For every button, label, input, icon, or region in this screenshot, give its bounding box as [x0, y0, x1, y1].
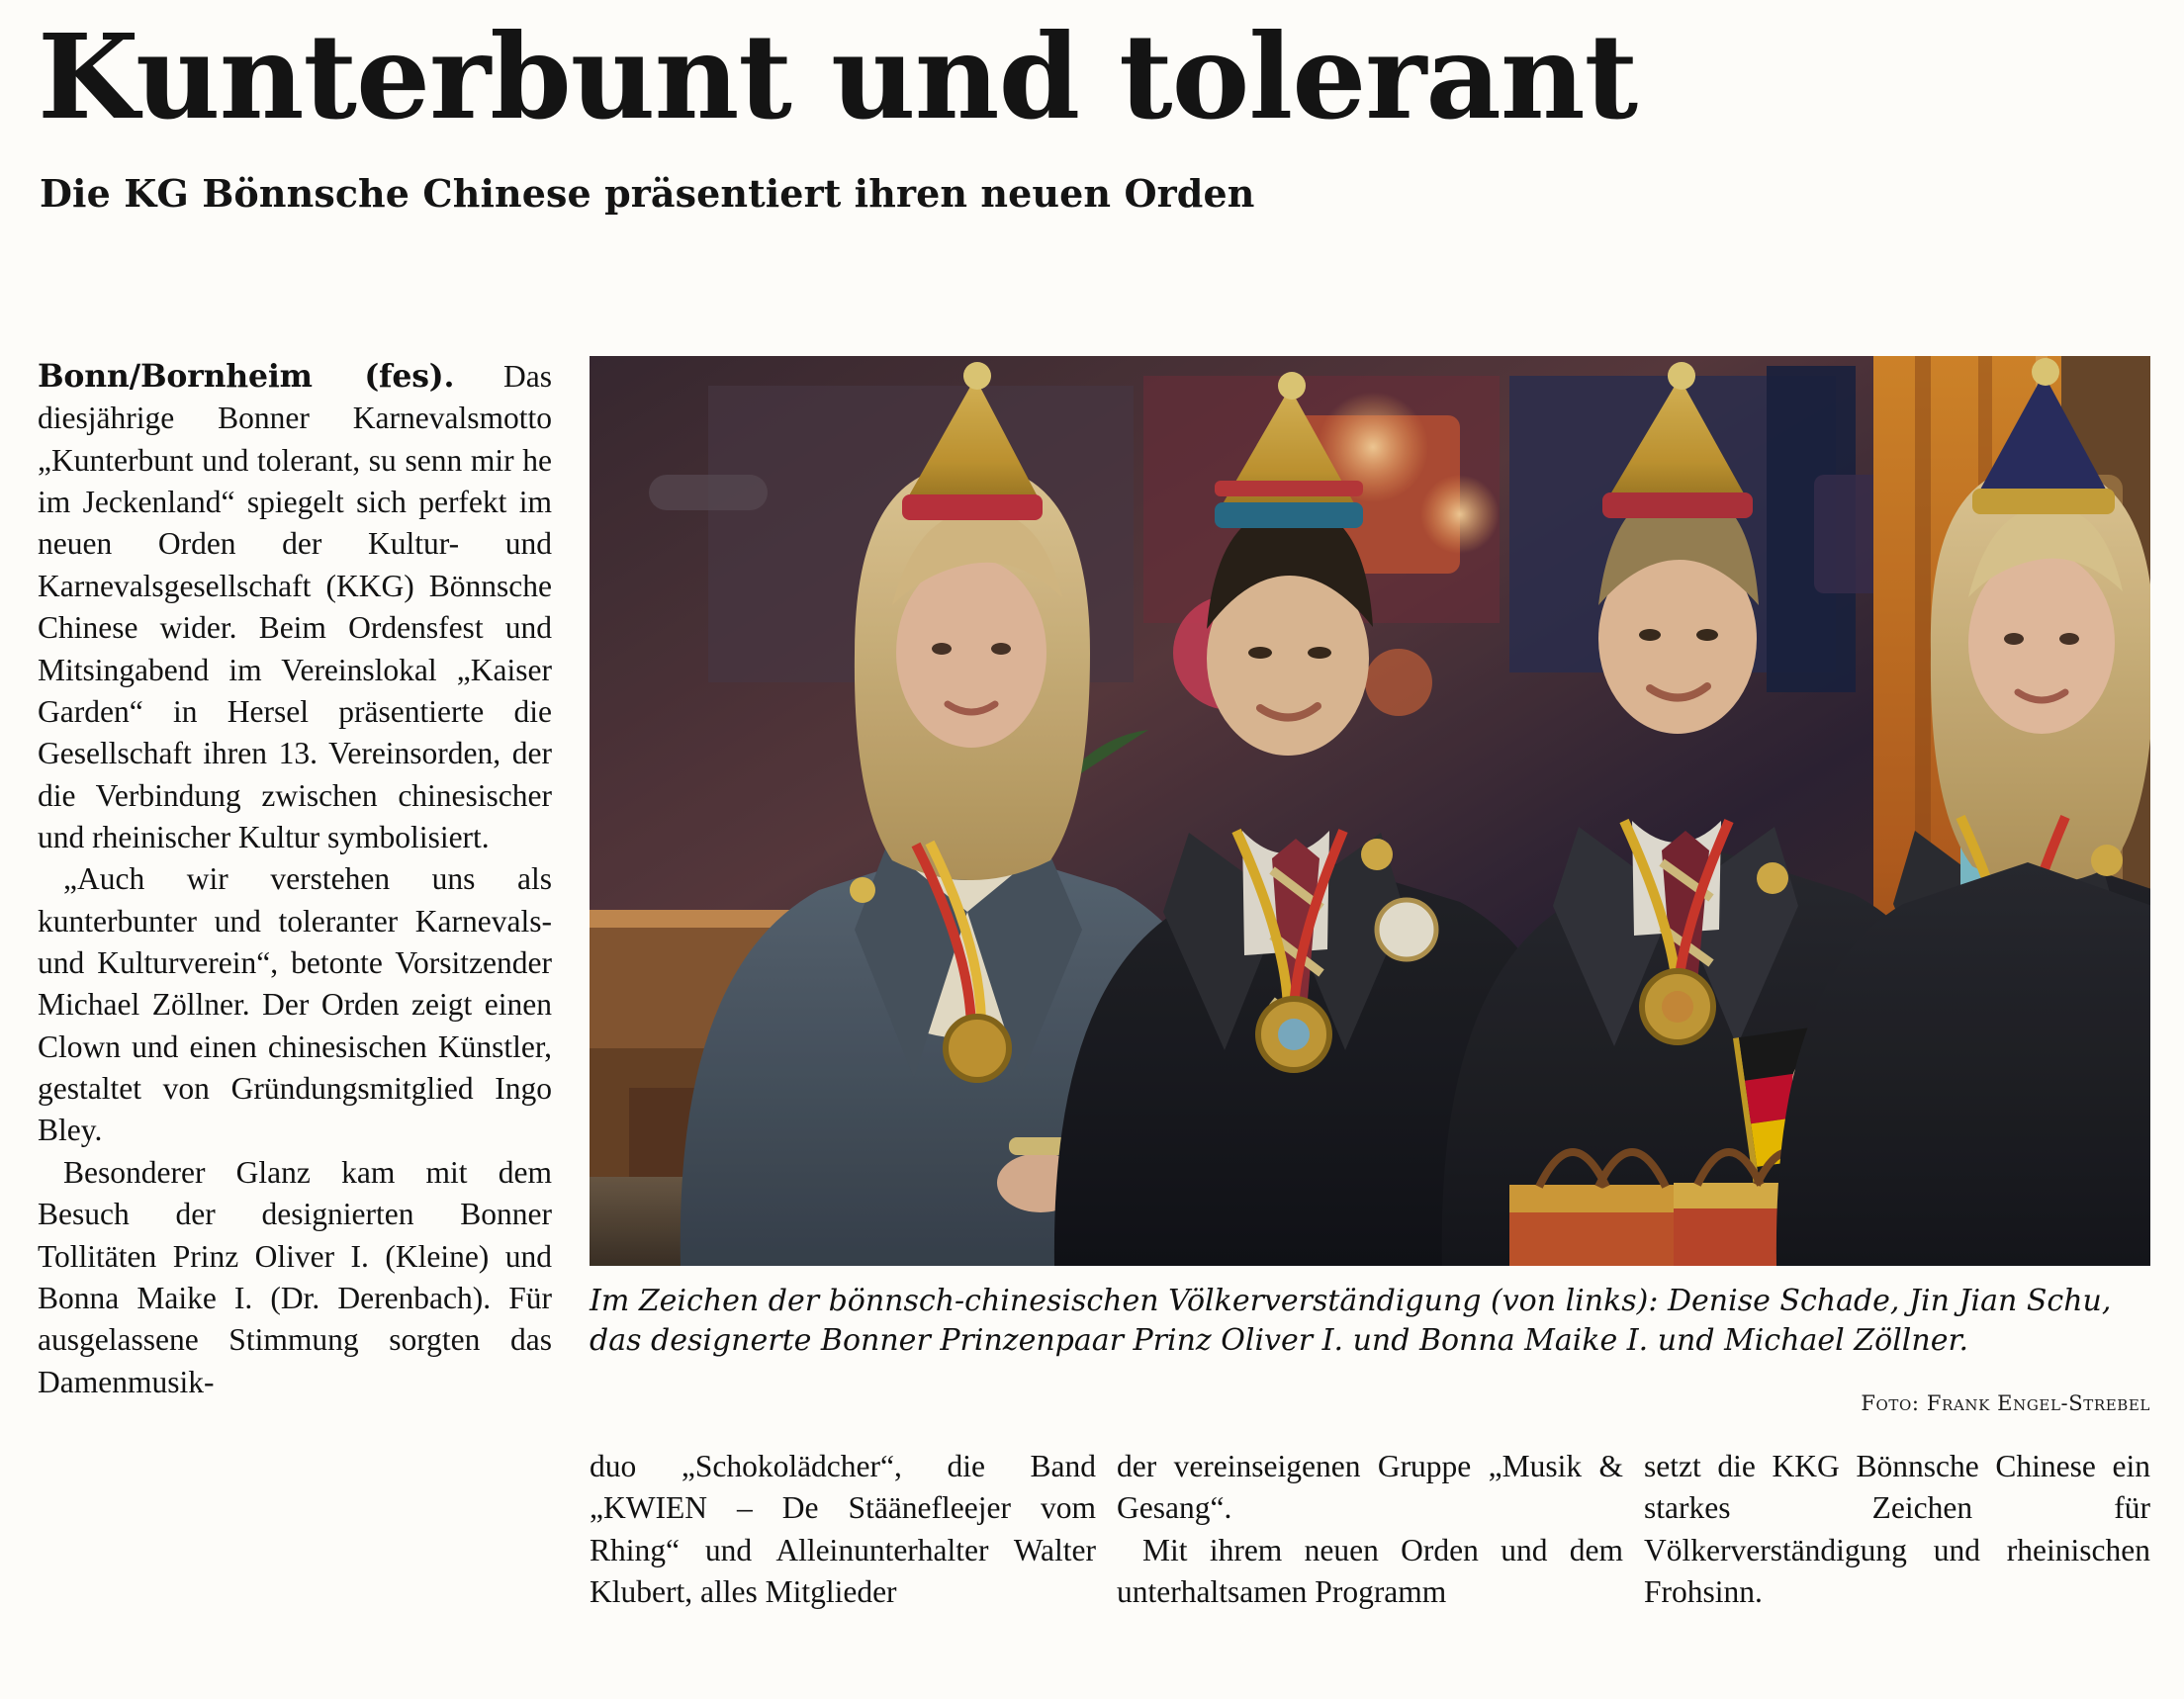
lede-paragraph-1	[38, 356, 552, 858]
lower-column-1	[590, 1446, 1096, 1613]
lede-paragraph-1-text: Das diesjährige Bonner Karnevalsmotto „Kunterbunt und tolerant, su senn mir he im Jeckenland“ spiegelt sich perfekt im neuen Orden der Kultur- und Karnevalsgesellschaft (KKG) Bönnsche Chinese wider. Beim Ordensfest und Mitsingabend im Vereinslokal „Kaiser Garden“ in Hersel präsentierte die Gesellschaft ihren 13. Vereinsorden, der die Verbindung zwischen chinesischer und rheinischer Kultur symbolisiert.	[38, 359, 553, 854]
photo-caption: Im Zeichen der bönnsch-chinesischen Völkerverständigung (von links): Denise Schade, Jin Jian Schu, das designerte Bonner Prinzenpaar Prinz Oliver I. und Bonna Maike I. und Michael Zöllner.	[590, 1284, 2112, 1358]
lower-paragraph-4: setzt die KKG Bönnsche Chinese ein starkes Zeichen für Völkerverständigung und rheinischen Frohsinn.	[1644, 1449, 2150, 1610]
page-title: Kunterbunt und tolerant	[38, 8, 1638, 145]
lede-paragraph-3: Besonderer Glanz kam mit dem Besuch der designierten Bonner Tollitäten Prinz Oliver I. (Kleine) und Bonna Maike I. (Dr. Derenbach). Für ausgelassene Stimmung sorgten das Damenmusik-	[38, 1154, 552, 1399]
page-inner	[36, 8, 2152, 1685]
photo-illustration	[590, 356, 2150, 1266]
lower-paragraph-2: der vereinseigenen Gruppe „Musik & Gesang“.	[1117, 1449, 1623, 1526]
lede-paragraph-2: „Auch wir verstehen uns als kunterbunter und toleranter Karnevals- und Kulturverein“, betonte Vorsitzender Michael Zöllner. Der Orden zeigt einen Clown und einen chinesischen Künstler, gestaltet von Gründungsmitglied Ingo Bley.	[38, 861, 552, 1148]
dateline: Bonn/Bornheim (fes).	[38, 358, 455, 395]
lede-column	[38, 356, 552, 1403]
article-photo	[590, 356, 2150, 1266]
article-subhead: Die KG Bönnsche Chinese präsentiert ihren neuen Orden	[40, 171, 1255, 217]
lower-columns	[590, 1446, 2150, 1693]
lower-column-2	[1117, 1446, 1623, 1613]
lower-paragraph-1: duo „Schokolädcher“, die Band „KWIEN – De Stäänefleejer vom Rhing“ und Alleinunterhalter Walter Klubert, alles Mitglieder	[590, 1449, 1096, 1610]
lower-column-3	[1644, 1446, 2150, 1613]
photo-credit-label: Foto:	[1861, 1391, 1920, 1415]
article-body	[36, 340, 2152, 1685]
photo-credit	[590, 1391, 2150, 1415]
lower-paragraph-3: Mit ihrem neuen Orden und dem unterhaltsamen Programm	[1117, 1532, 1623, 1610]
photo-credit-name: Frank Engel-Strebel	[1926, 1391, 2150, 1415]
